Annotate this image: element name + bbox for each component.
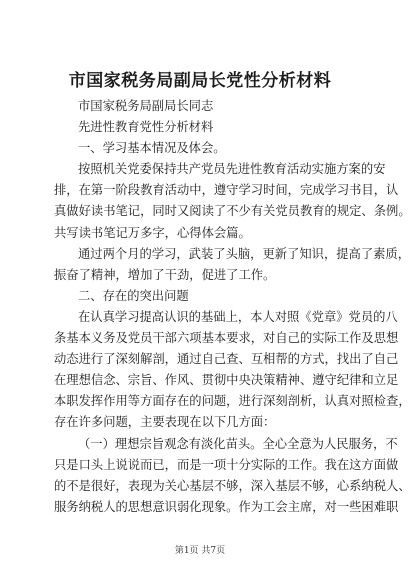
body-line: 在认真学习提高认识的基础上，本人对照《党章》党员的八 (78, 309, 398, 324)
body-line: 按照机关党委保持共产党员先进性教育活动实施方案的安 (78, 162, 386, 177)
body-line: 条基本义务及党员干部六项基本要求，对自己的实际工作及思想 (54, 331, 399, 346)
body-line: 只是口头上说说而已，而是一项十分实际的工作。我在这方面做 (54, 457, 399, 472)
body-line: 市国家税务局副局长同志 (78, 99, 214, 113)
body-line: 本职发挥作用等方面存在的问题，进行深刻剖析，认真对照检查， (54, 394, 411, 409)
body-line: 服务纳税人的思想意识弱化现象。作为工会主席，对一些困难职 (54, 499, 399, 514)
body-line: 存在许多问题，主要表现在以下几方面： (54, 415, 276, 430)
body-line: 二、存在的突出问题 (78, 288, 189, 303)
page-footer: 第1页 共7页 (174, 546, 226, 556)
document-body (54, 96, 411, 518)
body-line: （一）理想宗旨观念有淡化苗头。全心全意为人民服务，不 (78, 436, 398, 451)
body-line: 真做好读书笔记，同时又阅读了不少有关党员教育的规定、条例。 (54, 204, 411, 219)
body-line: 的不是很好，表现为关心基层不够，深入基层不够，心系纳税人、 (54, 478, 411, 493)
document-title: 市国家税务局副局长党性分析材料 (68, 71, 332, 91)
body-line: 一、学习基本情况及体会。 (78, 141, 226, 156)
body-line: 共写读书笔记万多字，心得体会篇。 (54, 225, 251, 240)
body-line: 在理想信念、宗旨、作风、贯彻中央决策精神、遵守纪律和立足 (54, 373, 399, 388)
body-line: 通过两个月的学习，武装了头脑，更新了知识，提高了素质， (78, 246, 411, 261)
body-line: 先进性教育党性分析材料 (78, 120, 214, 135)
body-line: 动态进行了深刻解剖，通过自己查、互相帮的方式，找出了自己 (54, 352, 399, 367)
body-line: 排，在第一阶段教育活动中，遵守学习时间，完成学习书目，认 (54, 183, 399, 198)
body-line: 振奋了精神，增加了干劲，促进了工作。 (54, 267, 276, 282)
